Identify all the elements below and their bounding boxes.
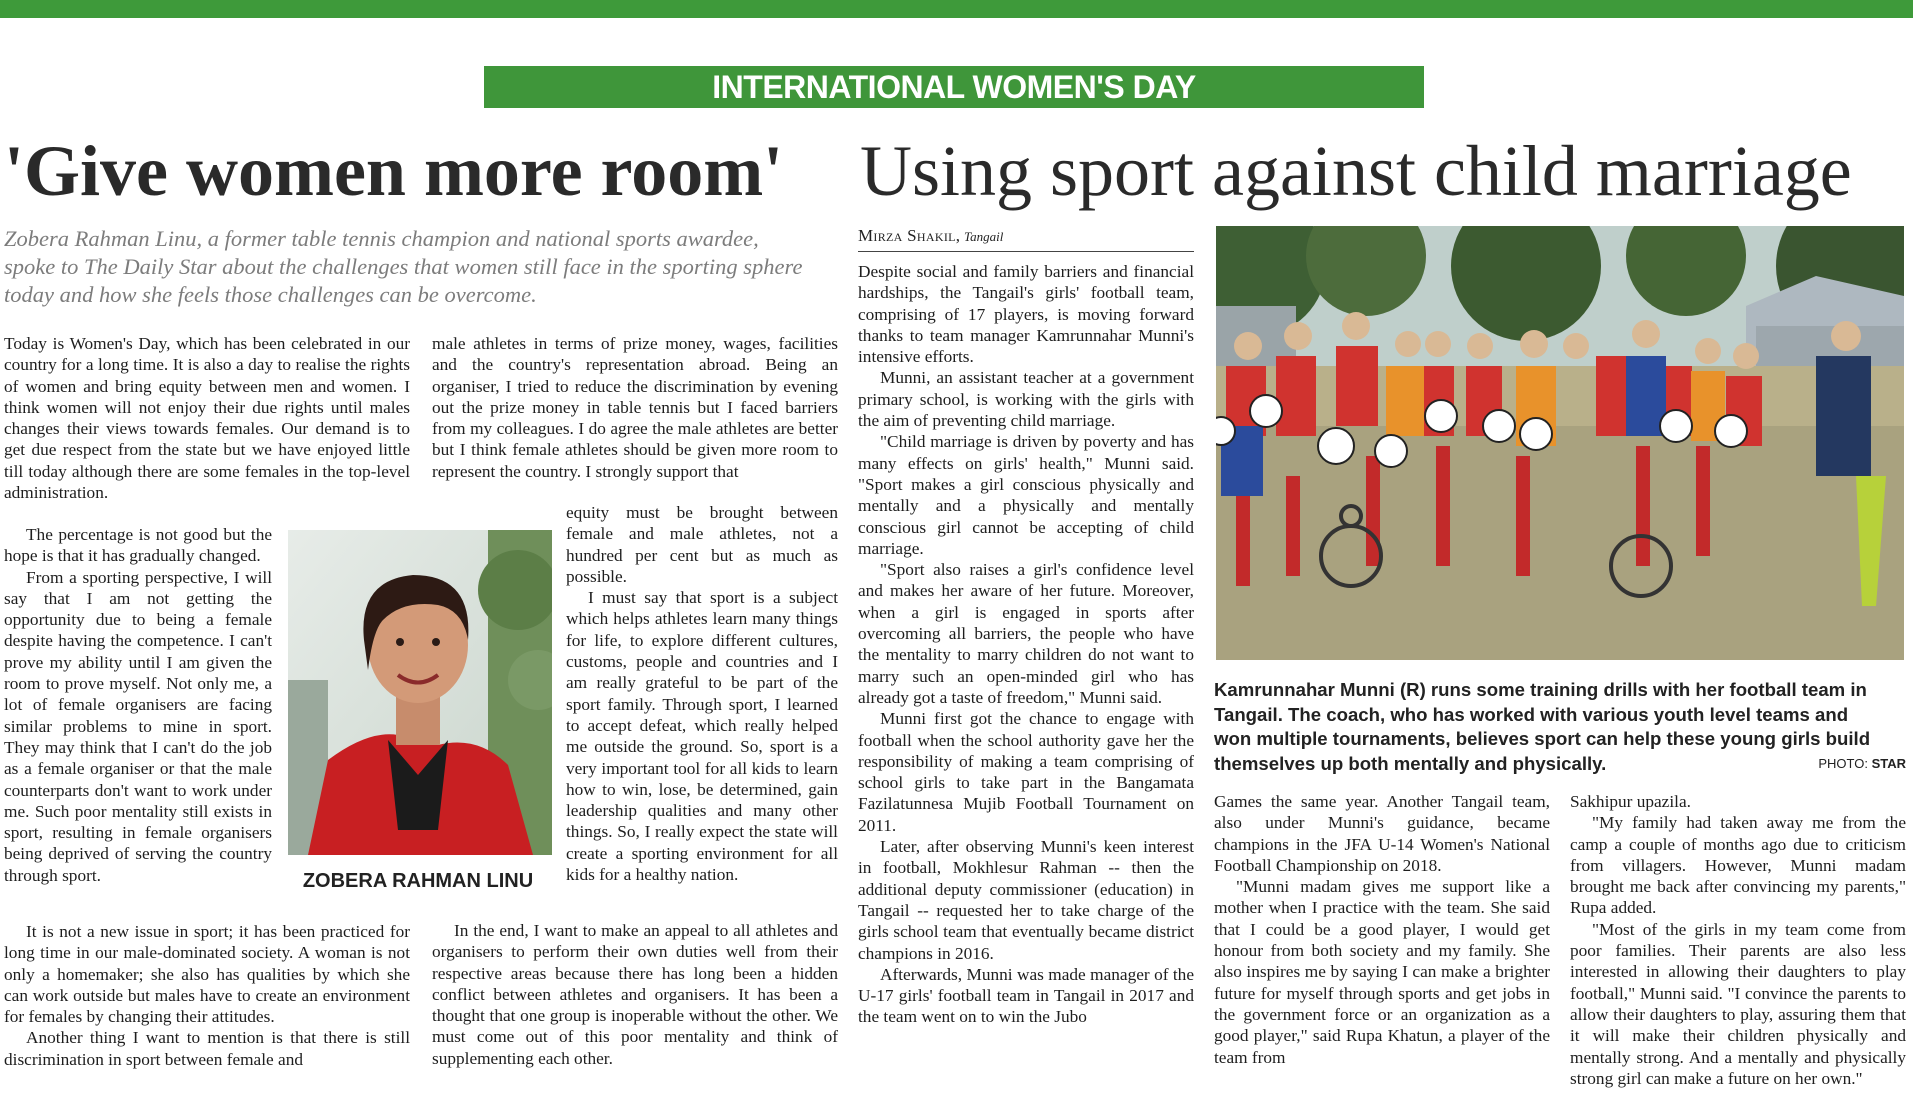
paragraph: "My family had taken away me from the camp a couple of months ago due to criticism from villagers. However, Munni madam brought me back after convincing my parents," Rupa added. xyxy=(1570,813,1906,918)
paragraph: "Most of the girls in my team come from poor families. Their parents are also less interested in allowing their daughters to play football," Munni said. "I convince the parents to allow their daughters to play, assuring them that it will make their children physically and mentally strong. And a mentally and physically strong girl can make a future on her own." xyxy=(1570,919,1906,1088)
paragraph: equity must be brought between female and male athletes, not a hundred per cent but as much as possible. xyxy=(566,503,838,586)
headline-sport-child-marriage: Using sport against child marriage xyxy=(860,131,1852,211)
byline xyxy=(858,225,1194,252)
photo-credit-source: STAR xyxy=(1871,756,1906,771)
paragraph: Munni first got the chance to engage with football when the school authority gave her the responsibility of making a team comprising of school girls to take part in the Bangamata Fazilatunnesa Mujib Football Tournament on 2011. xyxy=(858,709,1194,835)
col1-bottom xyxy=(4,921,410,1070)
paragraph: Sakhipur upazila. xyxy=(1570,792,1691,811)
col1-side xyxy=(4,524,272,886)
paragraph: Another thing I want to mention is that there is still discrimination in sport between female and xyxy=(4,1028,410,1069)
byline-place: Tangail xyxy=(964,229,1004,244)
lede-intro: Zobera Rahman Linu, a former table tennis champion and national sports awardee, spoke to The Daily Star about the challenges that women still face in the sporting sphere today and how she feels those challenges can be overcome. xyxy=(4,226,803,307)
paragraph: In the end, I want to make an appeal to all athletes and organisers to perform their own duties well from their respective areas because there has long been a hidden conflict between athletes and organisers. It has been a thought that one group is inoperable without the other. We must come out of this poor mentality and think of supplementing each other. xyxy=(432,921,838,1068)
paragraph: Despite social and family barriers and financial hardships, the Tangail's girls' football team, comprising of 17 players, is moving forward thanks to team manager Kamrunnahar Munni's intensive efforts. xyxy=(858,262,1194,367)
col5 xyxy=(1570,791,1906,1089)
paragraph: Today is Women's Day, which has been celebrated in our country for a long time. It is also a day to realise the rights of women and bring equity between men and women. I think women will not enjoy their due rights until males changes their views towards females. Our demand is to get due respect from the state but we have enjoyed little till today although there are some females in the top-level administration. xyxy=(4,334,410,503)
paragraph: Munni, an assistant teacher at a government primary school, is working with the girls with the aim of preventing child marriage. xyxy=(858,368,1194,431)
paragraph: It is not a new issue in sport; it has been practiced for long time in our male-dominated society. A woman is not only a homemaker; she also has qualities by which she can work outside but males have to create an environment for females by changing their attitudes. xyxy=(4,922,410,1027)
paragraph: "Child marriage is driven by poverty and has many effects on girls' health," Munni said. "Sport makes a girl conscious physically and mentally and a physically and mentally conscious girl cannot be accepting of child marriage. xyxy=(858,432,1194,558)
col2-side xyxy=(566,502,838,885)
paragraph: Later, after observing Munni's keen interest in football, Mokhlesur Rahman -- then the additional deputy commissioner (education) in Tangail -- requested her to take charge of the girls school team that eventually became district champions in 2016. xyxy=(858,837,1194,963)
headline-give-women-more-room: 'Give women more room' xyxy=(4,131,784,211)
paragraph: Afterwards, Munni was made manager of the U-17 girls' football team in Tangail in 2017 and the team went on to win the Jubo xyxy=(858,964,1194,1027)
col3 xyxy=(858,261,1194,1028)
paragraph: "Sport also raises a girl's confidence level and makes her aware of her future. Moreover, when a girl is engaged in sports after overcoming all barriers, the people who have the mentality to marry children do not want to marry such an open-minded girl who has already got a taste of freedom," Munni said. xyxy=(858,560,1194,707)
team-photo-image xyxy=(1216,226,1904,660)
paragraph: male athletes in terms of prize money, wages, facilities and the country's representation abroad. Being an organiser, I tried to reduce the discrimination by evening out the prize money in table tennis but I faced barriers from my colleagues. I do agree the male athletes are better but I think female athletes should be given more room to represent the country. I strongly support that xyxy=(432,334,838,481)
col4 xyxy=(1214,791,1550,1068)
col2-top xyxy=(432,333,838,482)
col1-top xyxy=(4,333,410,503)
photo-credit-label: PHOTO: xyxy=(1818,756,1868,771)
paragraph: From a sporting perspective, I will say that I am not getting the opportunity due to being a female despite having the competence. I can't prove my ability until I am given the room to prove myself. Not only me, a lot of female organisers are facing similar problems to mine in sport. They may think that I can't do the job as a female organiser or that the male counterparts don't want to work under me. Such poor mentality still exists in sport, resulting in female organisers being deprived of serving the country through sport. xyxy=(4,567,272,885)
photo-credit xyxy=(1780,756,1906,771)
portrait-caption: ZOBERA RAHMAN LINU xyxy=(302,870,534,892)
paragraph: The percentage is not good but the hope is that it has gradually changed. xyxy=(4,525,272,566)
col2-bottom xyxy=(432,920,838,1069)
section-banner: INTERNATIONAL WOMEN'S DAY xyxy=(484,66,1424,108)
paragraph: Games the same year. Another Tangail team, also under Munni's guidance, became champions in the JFA U-14 Women's National Football Championship on 2018. xyxy=(1214,792,1550,875)
team-photo xyxy=(1216,226,1904,660)
portrait-zobera-rahman-linu xyxy=(288,530,552,855)
paragraph: "Munni madam gives me support like a mother when I practice with the team. She said that I could be a good player, I would get honour from both society and my family. She also inspires me by saying I can make a brighter future for myself through sports and get jobs in the government force or an organization as a good player," said Rupa Khatun, a player of the team from xyxy=(1214,877,1550,1067)
portrait-image xyxy=(288,530,552,855)
byline-name: Mirza Shakil, xyxy=(858,226,961,245)
paragraph: I must say that sport is a subject which helps athletes learn many things for life, to explore different cultures, customs, people and countries and I am really grateful to be part of the sport family. Through sport, I learned to accept defeat, which really helped me outside the ground. So, sport is a very important tool for all kids to learn how to win, lose, be determined, gain leadership qualities and many other things. So, I really expect the state will create a sporting environment for all kids for a healthy nation. xyxy=(566,588,838,885)
team-photo-caption: Kamrunnahar Munni (R) runs some training drills with her football team in Tangail. The coach, who has worked with various youth level teams and won multiple tournaments, believes sport can help these young girls build themselves up both mentally and physically. xyxy=(1214,679,1871,774)
top-green-bar xyxy=(0,0,1913,18)
